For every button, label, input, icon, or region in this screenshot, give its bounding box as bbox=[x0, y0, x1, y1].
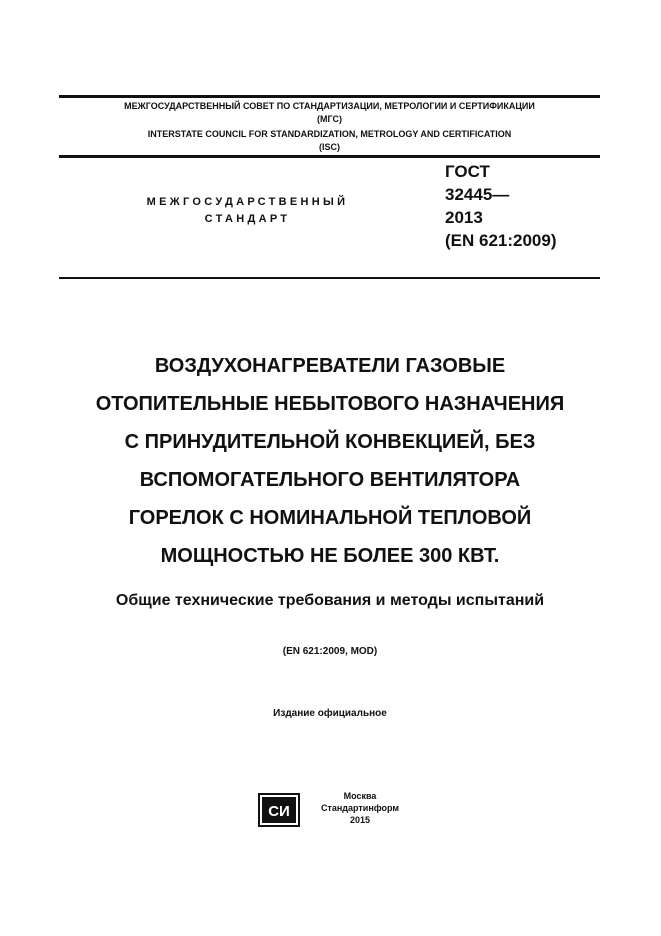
title-line-2: ОТОПИТЕЛЬНЫЕ НЕБЫТОВОГО НАЗНАЧЕНИЯ bbox=[95, 393, 565, 415]
standard-label-line2: СТАНДАРТ bbox=[204, 213, 291, 225]
standartinform-logo bbox=[258, 793, 300, 827]
equivalence-note: (EN 621:2009, MOD) bbox=[282, 646, 378, 657]
publisher-year: 2015 bbox=[349, 815, 371, 825]
publisher-block bbox=[305, 790, 415, 826]
gost-designation-line1: ГОСТ bbox=[445, 162, 490, 181]
title-line-3: С ПРИНУДИТЕЛЬНОЙ КОНВЕКЦИЕЙ, БЕЗ bbox=[124, 431, 536, 453]
council-abbr-en: (ISC) bbox=[319, 142, 340, 152]
gost-designation-line3: 2013 bbox=[445, 208, 483, 227]
gost-designation-line2: 32445— bbox=[445, 185, 510, 204]
designation-bottom-rule bbox=[59, 277, 600, 279]
publisher-city: Москва bbox=[343, 791, 377, 801]
document-subtitle: Общие технические требования и методы испытаний bbox=[115, 592, 545, 609]
standard-label-line1: МЕЖГОСУДАРСТВЕННЫЙ bbox=[146, 196, 349, 208]
title-line-4: ВСПОМОГАТЕЛЬНОГО ВЕНТИЛЯТОРА bbox=[139, 469, 521, 491]
council-name-ru: МЕЖГОСУДАРСТВЕННЫЙ СОВЕТ ПО СТАНДАРТИЗАЦИИ, МЕТРОЛОГИИ И СЕРТИФИКАЦИИ bbox=[124, 101, 535, 111]
publisher-name: Стандартинформ bbox=[320, 803, 400, 813]
edition-note: Издание официальное bbox=[273, 708, 387, 719]
logo-mark-text: СИ bbox=[268, 803, 290, 820]
title-line-5: ГОРЕЛОК С НОМИНАЛЬНОЙ ТЕПЛОВОЙ bbox=[128, 507, 532, 529]
gost-designation-line4: (EN 621:2009) bbox=[445, 231, 557, 250]
top-rule bbox=[59, 95, 600, 98]
header-separator-rule bbox=[59, 155, 600, 158]
title-line-1: ВОЗДУХОНАГРЕВАТЕЛИ ГАЗОВЫЕ bbox=[154, 355, 506, 377]
title-line-6: МОЩНОСТЬЮ НЕ БОЛЕЕ 300 КВТ. bbox=[160, 545, 500, 567]
council-abbr-ru: (МГС) bbox=[317, 114, 342, 124]
gost-designation bbox=[445, 160, 557, 252]
council-name-en: INTERSTATE COUNCIL FOR STANDARDIZATION, METROLOGY AND CERTIFICATION bbox=[147, 129, 512, 139]
